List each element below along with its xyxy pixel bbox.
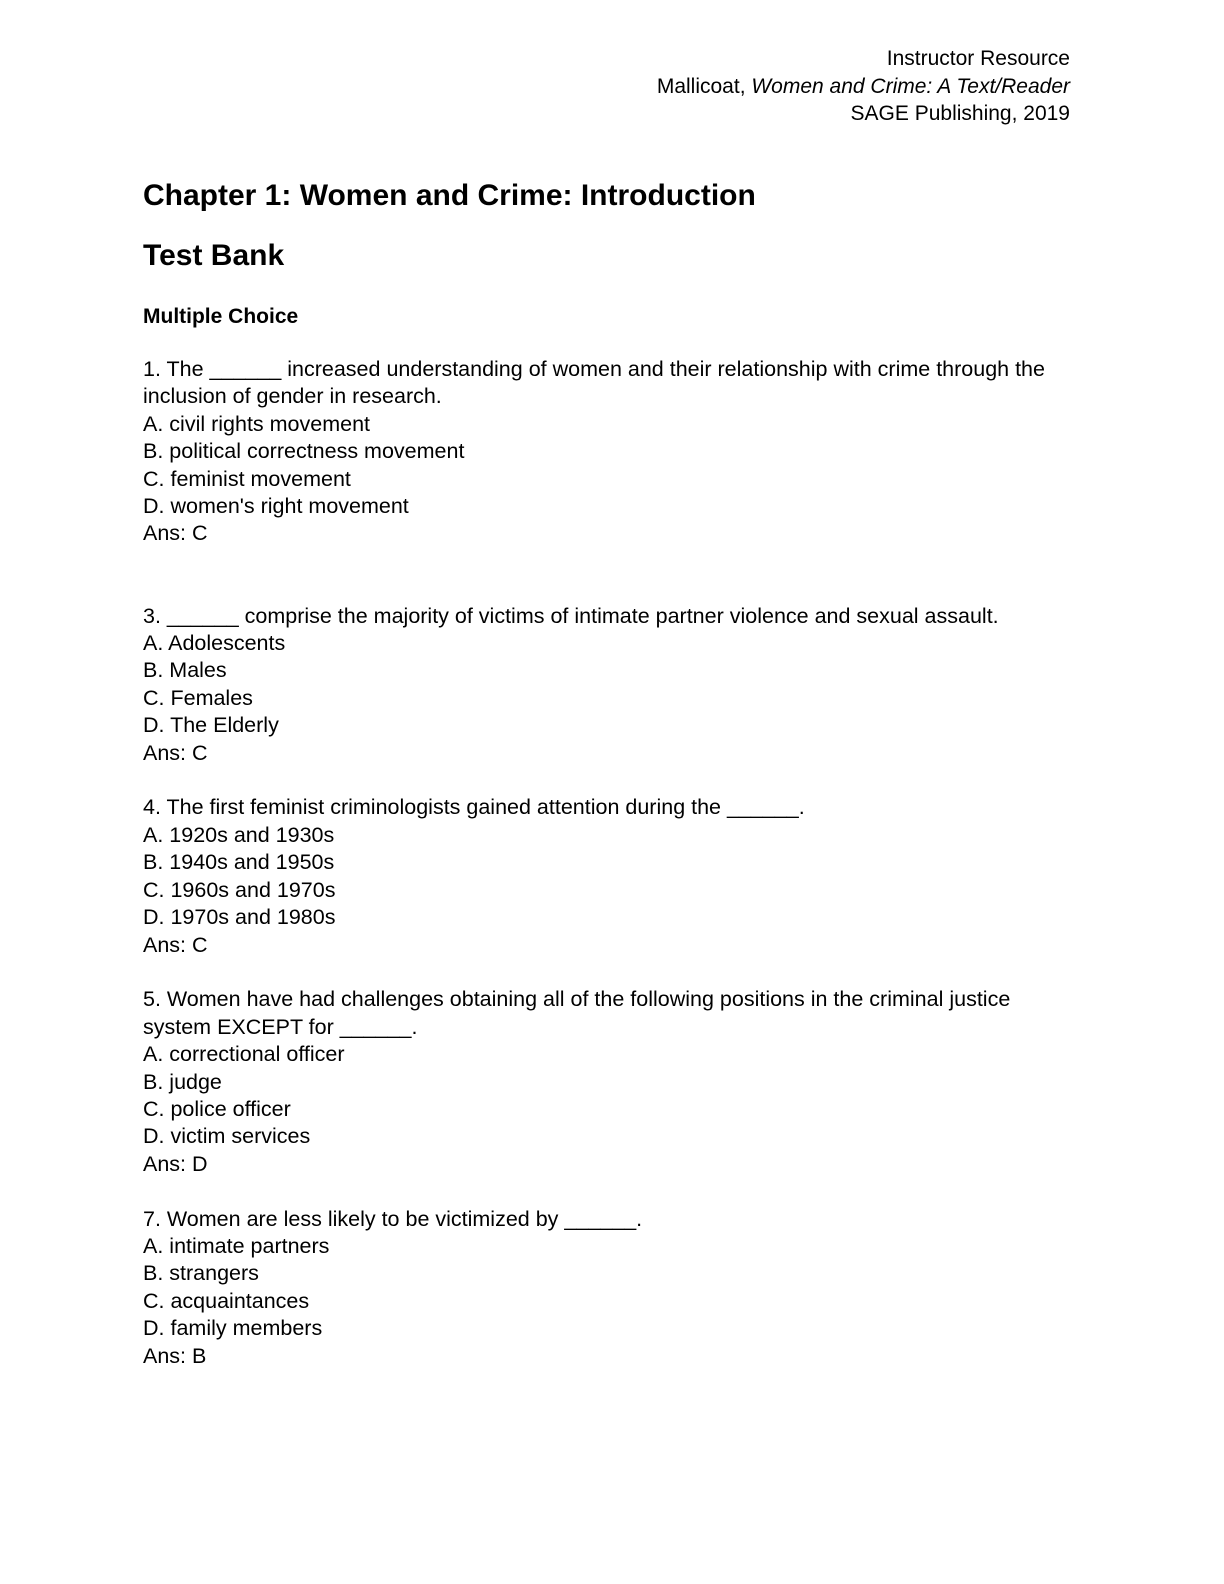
answer-option: C. acquaintances xyxy=(143,1288,310,1313)
answer-option: A. correctional officer xyxy=(143,1042,345,1067)
answer-option: A. 1920s and 1930s xyxy=(143,822,335,847)
question-stem: 7. Women are less likely to be victimized by ______. xyxy=(143,1206,643,1231)
answer-option: D. 1970s and 1980s xyxy=(143,905,336,930)
answer-option: B. political correctness movement xyxy=(143,439,465,464)
header-book-title: Women and Crime: A Text/Reader xyxy=(751,74,1070,98)
answer-option: B. 1940s and 1950s xyxy=(143,850,335,875)
question-item xyxy=(143,794,1073,958)
answer-option: D. family members xyxy=(143,1316,323,1341)
question-item xyxy=(143,986,1073,1178)
answer-option: D. The Elderly xyxy=(143,713,279,738)
page-header xyxy=(657,45,1070,128)
answer-key: Ans: C xyxy=(143,521,208,546)
answer-option: A. civil rights movement xyxy=(143,411,371,436)
answer-key: Ans: C xyxy=(143,740,208,765)
answer-option: C. Females xyxy=(143,685,253,710)
question-stem: 5. Women have had challenges obtaining all of the following positions in the criminal justice system EXCEPT for ______. xyxy=(143,987,1011,1039)
answer-option: B. Males xyxy=(143,658,227,683)
answer-option: D. women's right movement xyxy=(143,494,409,519)
header-resource-line: Instructor Resource xyxy=(886,47,1070,70)
answer-key: Ans: C xyxy=(143,932,208,957)
answer-key: Ans: D xyxy=(143,1151,208,1176)
answer-option: A. Adolescents xyxy=(143,631,286,656)
answer-option: C. police officer xyxy=(143,1096,291,1121)
question-stem: 1. The ______ increased understanding of women and their relationship with crime through the inclusion of gender in research. xyxy=(143,357,1045,409)
answer-key: Ans: B xyxy=(143,1343,207,1368)
subsection-title: Multiple Choice xyxy=(143,305,299,328)
answer-option: B. judge xyxy=(143,1069,222,1094)
header-book-line xyxy=(657,73,1070,101)
header-author: Mallicoat, xyxy=(656,74,752,98)
document-content xyxy=(143,176,1073,1397)
question-stem: 4. The first feminist criminologists gained attention during the ______. xyxy=(143,795,805,820)
question-item xyxy=(143,356,1073,548)
header-publisher-line: SAGE Publishing, 2019 xyxy=(850,102,1070,125)
answer-option: C. feminist movement xyxy=(143,466,351,491)
answer-option: C. 1960s and 1970s xyxy=(143,877,336,902)
question-list xyxy=(143,356,1073,1370)
question-stem: 3. ______ comprise the majority of victims of intimate partner violence and sexual assault. xyxy=(143,603,999,628)
section-title: Test Bank xyxy=(143,239,285,272)
question-item xyxy=(143,603,1073,767)
chapter-title: Chapter 1: Women and Crime: Introduction xyxy=(143,179,756,212)
question-item xyxy=(143,1206,1073,1370)
answer-option: A. intimate partners xyxy=(143,1233,330,1258)
answer-option: B. strangers xyxy=(143,1261,259,1286)
answer-option: D. victim services xyxy=(143,1124,311,1149)
